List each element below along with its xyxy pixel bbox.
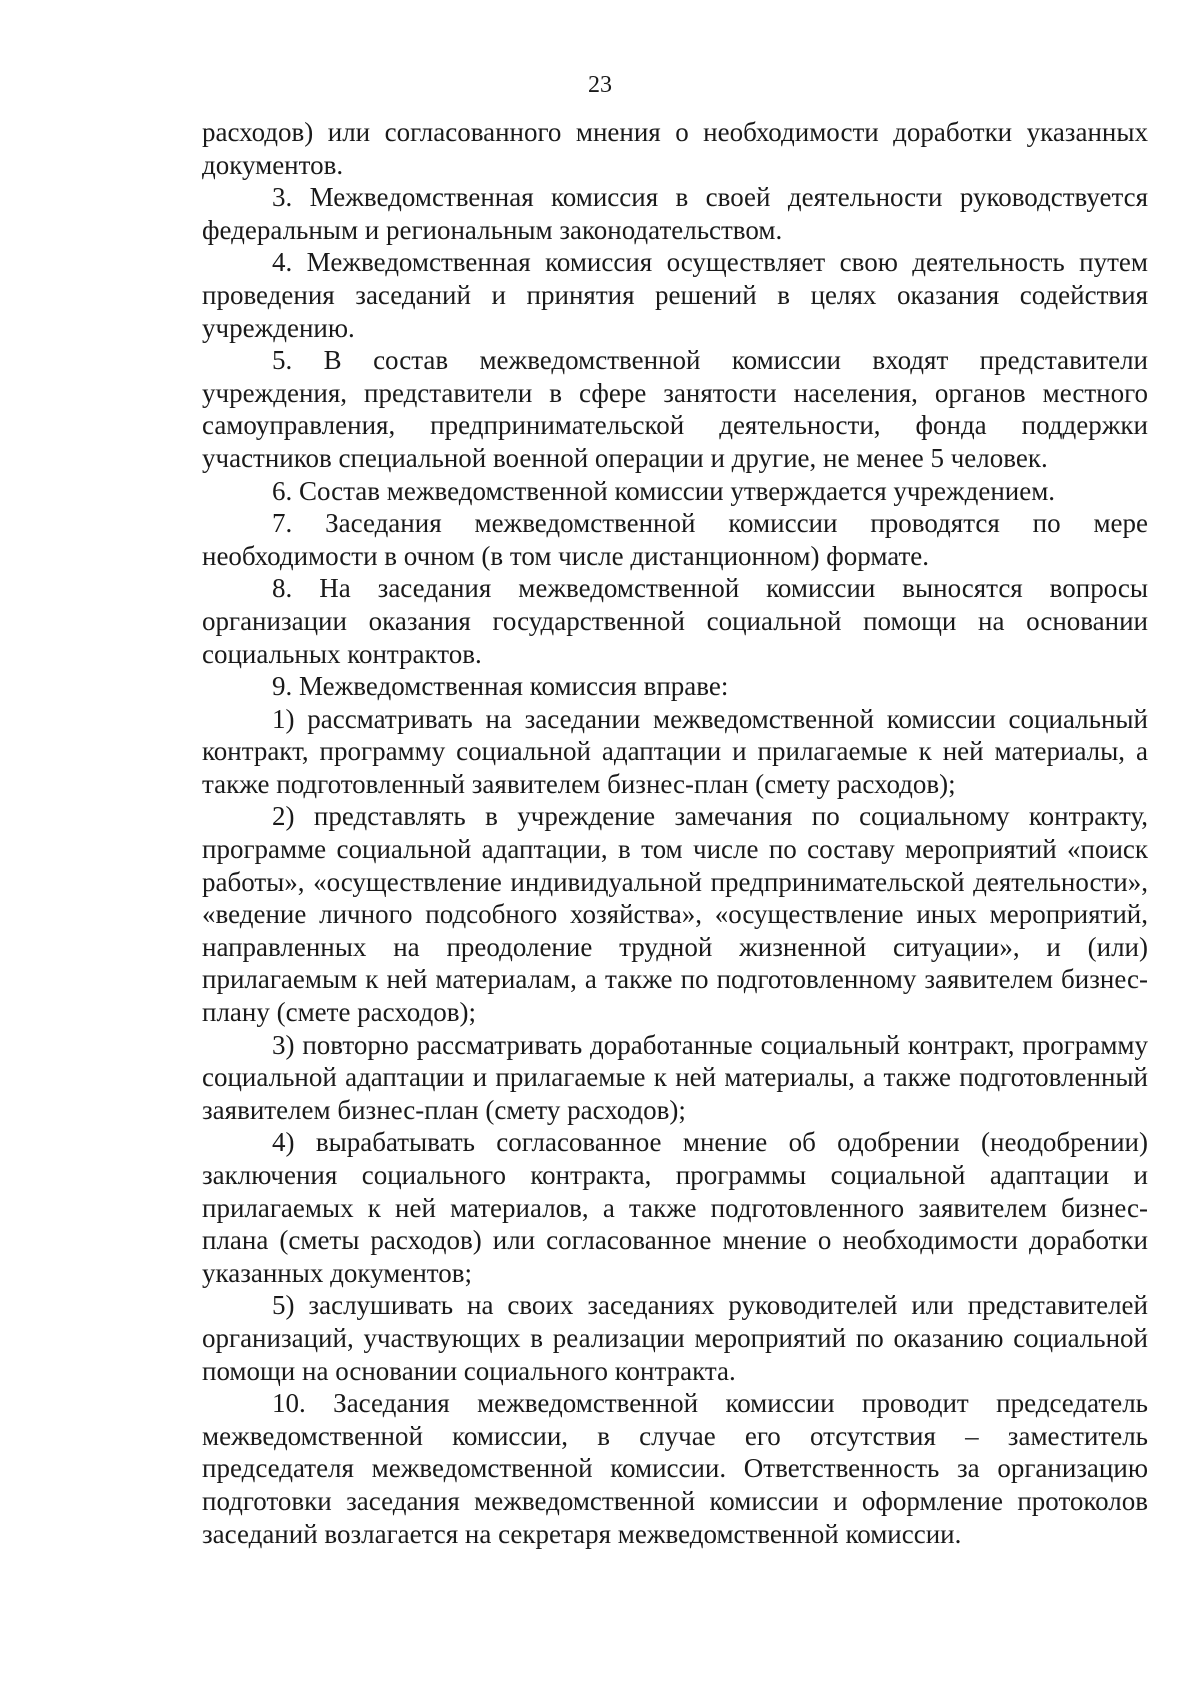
paragraph-7: 7. Заседания межведомственной комиссии проводятся по мере необходимости в очном (в том числе дистанционном) формате.: [202, 508, 1148, 571]
paragraph-9-item-1: 1) рассматривать на заседании межведомственной комиссии социальный контракт, программу социальной адаптации и прилагаемые к ней материалы, а также подготовленный заявителем бизнес-план (смету расходов);: [202, 703, 1148, 799]
paragraph-3: 3. Межведомственная комиссия в своей деятельности руководствуется федеральным и региональным законодательством.: [202, 182, 1148, 245]
paragraph-5: 5. В состав межведомственной комиссии входят представители учреждения, представители в сфере занятости населения, органов местного самоуправления, предпринимательской деятельности, фонда поддержки участников специальной военной операции и другие, не менее 5 человек.: [202, 345, 1148, 473]
page-number: 23: [588, 72, 612, 98]
paragraph-10: 10. Заседания межведомственной комиссии проводит председатель межведомственной комиссии, в случае его отсутствия – заместитель председателя межведомственной комиссии. Ответственность за организацию подготовки заседания межведомственной комиссии и оформление протоколов заседаний возлагается на секретаря межведомственной комиссии.: [202, 1388, 1148, 1549]
paragraph-9-item-4: 4) вырабатывать согласованное мнение об одобрении (неодобрении) заключения социального контракта, программы социальной адаптации и прилагаемых к ней материалов, а также подготовленного заявителем бизнес-плана (сметы расходов) или согласованное мнение о необходимости доработки указанных документов;: [202, 1127, 1148, 1288]
paragraph-9-item-5: 5) заслушивать на своих заседаниях руководителей или представителей организаций, участвующих в реализации мероприятий по оказанию социальной помощи на основании социального контракта.: [202, 1290, 1148, 1386]
paragraph-9-item-3: 3) повторно рассматривать доработанные социальный контракт, программу социальной адаптации и прилагаемые к ней материалы, а также подготовленный заявителем бизнес-план (смету расходов);: [202, 1029, 1148, 1125]
paragraph-continuation: расходов) или согласованного мнения о необходимости доработки указанных документов.: [202, 117, 1148, 180]
paragraph-9-item-2: 2) представлять в учреждение замечания по социальному контракту, программе социальной адаптации, в том числе по составу мероприятий «поиск работы», «осуществление индивидуальной предпринимательской деятельности», «ведение личного подсобного хозяйства», «осуществление иных мероприятий, направленных на преодоление трудной жизненной ситуации», и (или) прилагаемым к ней материалам, а также по подготовленному заявителем бизнес-плану (смете расходов);: [202, 801, 1148, 1028]
paragraph-6: 6. Состав межведомственной комиссии утверждается учреждением.: [272, 475, 1056, 506]
paragraph-8: 8. На заседания межведомственной комиссии выносятся вопросы организации оказания государственной социальной помощи на основании социальных контрактов.: [202, 573, 1148, 669]
paragraph-4: 4. Межведомственная комиссия осуществляет свою деятельность путем проведения заседаний и принятия решений в целях оказания содействия учреждению.: [202, 247, 1148, 343]
document-body: [202, 116, 1148, 1550]
paragraph-9: 9. Межведомственная комиссия вправе:: [272, 671, 729, 702]
